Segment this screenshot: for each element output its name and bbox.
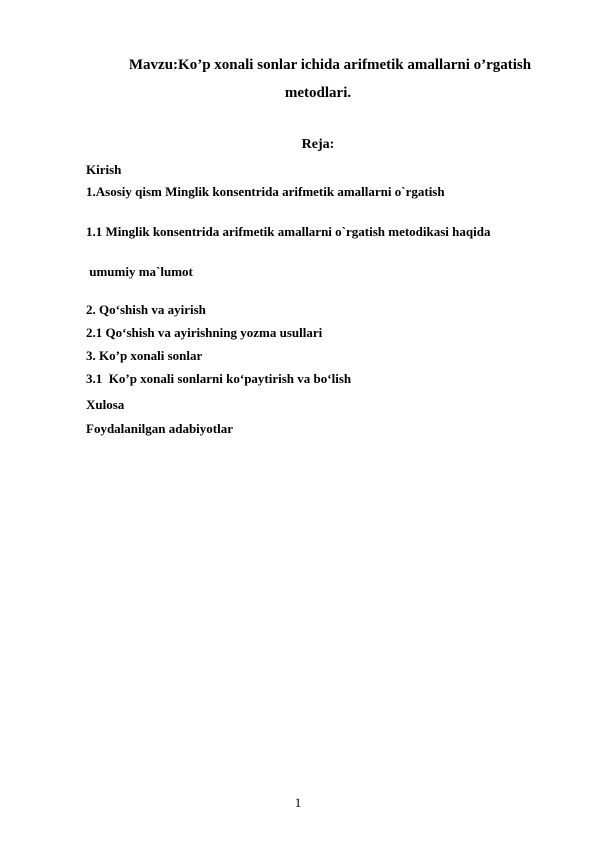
- document-title-line-2: metodlari.: [284, 85, 352, 101]
- page-number: 1: [294, 795, 302, 810]
- toc-item-1-1-continued: umumiy ma`lumot: [86, 264, 193, 279]
- toc-item-2-1: 2.1 Qo‘shish va ayirishning yozma usullari: [86, 325, 323, 340]
- plan-heading: Reja:: [301, 137, 335, 152]
- toc-item-1-1: 1.1 Minglik konsentrida arifmetik amallarni o`rgatish metodikasi haqida: [86, 224, 491, 239]
- toc-item-introduction: Kirish: [86, 162, 122, 177]
- toc-item-2: 2. Qo‘shish va ayirish: [86, 302, 206, 317]
- toc-item-references: Foydalanilgan adabiyotlar: [86, 421, 233, 436]
- toc-item-main-part: 1.Asosiy qism Minglik konsentrida arifmetik amallarni o`rgatish: [86, 184, 445, 199]
- toc-item-conclusion: Xulosa: [86, 397, 125, 412]
- toc-item-3-1: 3.1 Ko’p xonali sonlarni ko‘paytirish va bo‘lish: [86, 371, 352, 386]
- toc-item-3: 3. Ko’p xonali sonlar: [86, 348, 203, 363]
- document-title-line-1: Mavzu:Ko’p xonali sonlar ichida arifmetik amallarni o’rgatish: [128, 57, 532, 73]
